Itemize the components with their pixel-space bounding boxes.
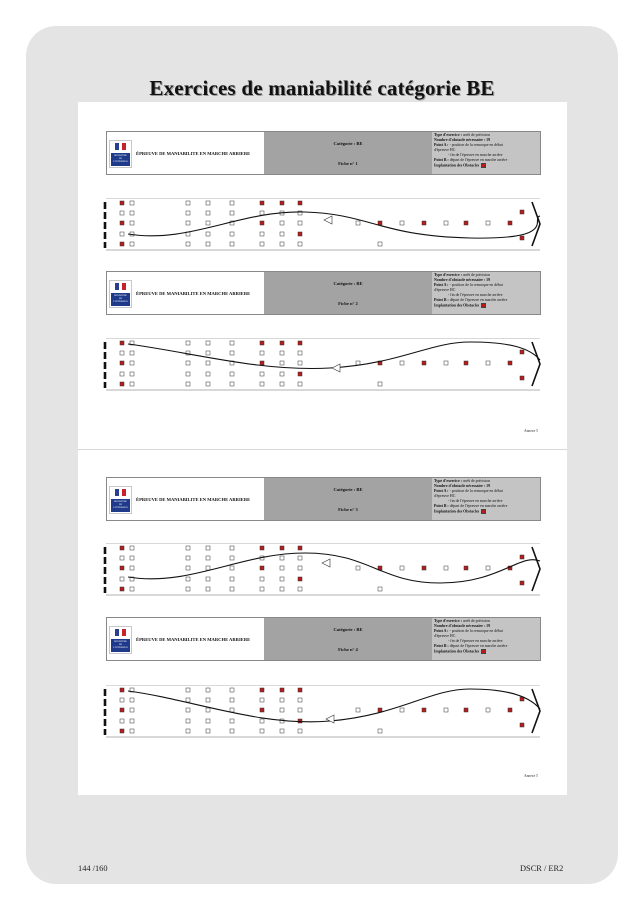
obstacle-marker: [260, 698, 264, 702]
obstacle-marker: [186, 556, 190, 560]
obstacle-marker: [120, 372, 124, 376]
obstacle-marker: [280, 546, 284, 550]
obstacle-marker: [356, 566, 360, 570]
obstacle-marker: [260, 577, 264, 581]
obstacle-marker: [298, 232, 302, 236]
obstacle-marker: [356, 221, 360, 225]
track-diagram-2: [100, 338, 546, 394]
obstacle-marker: [130, 242, 134, 246]
obstacle-marker: [298, 566, 302, 570]
obstacle-legend-icon: [481, 303, 486, 308]
obstacle-marker: [230, 351, 234, 355]
obstacle-marker: [444, 708, 448, 712]
obstacle-marker: [186, 566, 190, 570]
obstacle-marker: [400, 566, 404, 570]
annex-label: Annexe 5: [524, 429, 538, 433]
obstacle-marker: [120, 566, 124, 570]
obstacle-marker: [186, 729, 190, 733]
obstacle-marker: [130, 201, 134, 205]
obstacle-marker: [260, 341, 264, 345]
obstacle-marker: [230, 211, 234, 215]
obstacle-marker: [280, 698, 284, 702]
obstacle-marker: [130, 698, 134, 702]
obstacle-marker: [280, 566, 284, 570]
obstacle-marker: [280, 201, 284, 205]
fiche-info: Type d'exercice : arrêt de précision Nombre d'obstacle nécessaire : 19 Point A : - position de la remorque en début d'épreuve HC - fin de l'épreuve en marche arrière Point B : départ de l'épreuve en marche arrière Implantation des Obstacles: [432, 618, 540, 660]
obstacle-marker: [356, 708, 360, 712]
obstacle-marker: [486, 708, 490, 712]
obstacle-marker: [130, 361, 134, 365]
obstacle-marker: [280, 372, 284, 376]
fiche-header-4: [106, 617, 541, 661]
obstacle-marker: [260, 221, 264, 225]
fiche-number: Fiche n° 1: [338, 161, 358, 166]
fiche-header-2: [106, 271, 541, 315]
obstacle-legend-icon: [481, 163, 486, 168]
obstacle-marker: [298, 577, 302, 581]
obstacle-marker: [230, 688, 234, 692]
obstacle-marker: [206, 566, 210, 570]
document-reference: DSCR / ER2: [520, 864, 564, 873]
fiche-category: Catégorie : BE: [333, 141, 363, 146]
obstacle-marker: [206, 556, 210, 560]
obstacle-marker: [422, 708, 426, 712]
track-diagram-4: [100, 685, 546, 741]
obstacle-marker: [422, 361, 426, 365]
obstacle-marker: [206, 546, 210, 550]
obstacle-marker: [400, 708, 404, 712]
obstacle-marker: [444, 361, 448, 365]
obstacle-marker: [130, 382, 134, 386]
obstacle-marker: [130, 372, 134, 376]
obstacle-marker: [520, 581, 524, 585]
page-title: Exercices de maniabilité catégorie BE: [149, 76, 495, 100]
obstacle-marker: [186, 546, 190, 550]
french-flag-icon: [115, 283, 126, 290]
fiche-title: ÉPREUVE DE MANIABILITE EN MARCHE ARRIERE: [136, 150, 251, 156]
obstacle-marker: [186, 719, 190, 723]
obstacle-marker: [120, 242, 124, 246]
obstacle-marker: [230, 201, 234, 205]
obstacle-marker: [120, 382, 124, 386]
obstacle-marker: [230, 698, 234, 702]
obstacle-marker: [260, 708, 264, 712]
track-diagram-3: [100, 543, 546, 599]
obstacle-marker: [186, 361, 190, 365]
exercise-sheet: [78, 102, 567, 795]
obstacle-marker: [120, 211, 124, 215]
obstacle-marker: [378, 708, 382, 712]
obstacle-marker: [186, 708, 190, 712]
obstacle-marker: [230, 372, 234, 376]
direction-arrow-icon: [322, 559, 330, 567]
page-number: 144 /160: [78, 864, 108, 873]
obstacle-marker: [120, 351, 124, 355]
obstacle-marker: [260, 201, 264, 205]
obstacle-marker: [298, 221, 302, 225]
obstacle-marker: [230, 708, 234, 712]
obstacle-marker: [120, 341, 124, 345]
fiche-number: Fiche n° 2: [338, 301, 358, 306]
obstacle-marker: [280, 587, 284, 591]
obstacle-marker: [130, 587, 134, 591]
obstacle-marker: [298, 729, 302, 733]
end-chevron-icon: [532, 342, 540, 386]
fiche-category: Catégorie : BE: [333, 627, 363, 632]
obstacle-marker: [260, 361, 264, 365]
fiche-title: ÉPREUVE DE MANIABILITE EN MARCHE ARRIERE: [136, 496, 251, 502]
obstacle-marker: [298, 556, 302, 560]
obstacle-marker: [120, 361, 124, 365]
fiche-header-3: [106, 477, 541, 521]
french-flag-icon: [115, 489, 126, 496]
fiche-info: Type d'exercice : arrêt de précision Nombre d'obstacle nécessaire : 19 Point A : - position de la remorque en début d'épreuve HC - fin de l'épreuve en marche arrière Point B : départ de l'épreuve en marche arrière Implantation des Obstacles: [432, 132, 540, 174]
obstacle-marker: [230, 242, 234, 246]
obstacle-marker: [186, 382, 190, 386]
fiche-category: Catégorie : BE: [333, 281, 363, 286]
obstacle-marker: [298, 341, 302, 345]
obstacle-marker: [230, 719, 234, 723]
obstacle-marker: [186, 221, 190, 225]
obstacle-marker: [444, 221, 448, 225]
obstacle-marker: [230, 232, 234, 236]
obstacle-marker: [422, 566, 426, 570]
obstacle-marker: [260, 566, 264, 570]
obstacle-marker: [186, 587, 190, 591]
obstacle-marker: [206, 729, 210, 733]
obstacle-marker: [298, 351, 302, 355]
obstacle-marker: [260, 372, 264, 376]
obstacle-marker: [422, 221, 426, 225]
obstacle-marker: [206, 587, 210, 591]
obstacle-marker: [206, 688, 210, 692]
fiche-title: ÉPREUVE DE MANIABILITE EN MARCHE ARRIERE: [136, 290, 251, 296]
obstacle-marker: [120, 201, 124, 205]
obstacle-marker: [230, 341, 234, 345]
obstacle-marker: [260, 688, 264, 692]
obstacle-marker: [120, 719, 124, 723]
obstacle-marker: [400, 361, 404, 365]
obstacle-marker: [378, 221, 382, 225]
obstacle-marker: [464, 708, 468, 712]
obstacle-marker: [520, 210, 524, 214]
obstacle-marker: [206, 719, 210, 723]
obstacle-marker: [130, 729, 134, 733]
obstacle-marker: [298, 242, 302, 246]
obstacle-marker: [186, 201, 190, 205]
obstacle-marker: [520, 723, 524, 727]
obstacle-marker: [298, 587, 302, 591]
obstacle-marker: [230, 382, 234, 386]
ministry-logo: MINISTÈRE DE L'INTÉRIEUR: [109, 280, 132, 308]
direction-arrow-icon: [326, 715, 334, 723]
obstacle-marker: [298, 719, 302, 723]
obstacle-marker: [230, 729, 234, 733]
obstacle-marker: [186, 242, 190, 246]
obstacle-marker: [230, 546, 234, 550]
ministry-logo: MINISTÈRE DE L'INTÉRIEUR: [109, 626, 132, 654]
obstacle-marker: [444, 566, 448, 570]
obstacle-marker: [280, 382, 284, 386]
obstacle-marker: [298, 201, 302, 205]
obstacle-marker: [280, 577, 284, 581]
obstacle-marker: [298, 546, 302, 550]
obstacle-marker: [280, 688, 284, 692]
fiche-info: Type d'exercice : arrêt de précision Nombre d'obstacle nécessaire : 19 Point A : - position de la remorque en début d'épreuve HC - fin de l'épreuve en marche arrière Point B : départ de l'épreuve en marche arrière Implantation des Obstacles: [432, 272, 540, 314]
obstacle-marker: [486, 221, 490, 225]
obstacle-marker: [186, 372, 190, 376]
ministry-logo: MINISTÈRE DE L'INTÉRIEUR: [109, 140, 132, 168]
fiche-header-1: [106, 131, 541, 175]
end-chevron-icon: [532, 202, 540, 246]
fiche-category-cell: [264, 272, 432, 314]
ministry-logo: MINISTÈRE DE L'INTÉRIEUR: [109, 486, 132, 514]
obstacle-marker: [298, 372, 302, 376]
fiche-category-cell: [264, 478, 432, 520]
obstacle-marker: [260, 729, 264, 733]
obstacle-marker: [298, 361, 302, 365]
obstacle-marker: [120, 688, 124, 692]
obstacle-legend-icon: [481, 649, 486, 654]
obstacle-marker: [520, 555, 524, 559]
obstacle-marker: [130, 211, 134, 215]
obstacle-marker: [378, 587, 382, 591]
fiche-number: Fiche n° 4: [338, 647, 358, 652]
obstacle-marker: [260, 719, 264, 723]
obstacle-marker: [280, 221, 284, 225]
obstacle-marker: [120, 698, 124, 702]
obstacle-marker: [378, 729, 382, 733]
obstacle-marker: [260, 546, 264, 550]
obstacle-marker: [186, 341, 190, 345]
obstacle-marker: [464, 361, 468, 365]
obstacle-marker: [206, 698, 210, 702]
obstacle-marker: [186, 577, 190, 581]
sheet-divider: [78, 449, 567, 450]
obstacle-marker: [260, 382, 264, 386]
obstacle-marker: [280, 232, 284, 236]
obstacle-marker: [230, 566, 234, 570]
obstacle-marker: [120, 232, 124, 236]
obstacle-marker: [378, 242, 382, 246]
obstacle-marker: [130, 351, 134, 355]
obstacle-marker: [356, 361, 360, 365]
fiche-category-cell: [264, 618, 432, 660]
french-flag-icon: [115, 629, 126, 636]
direction-arrow-icon: [332, 364, 340, 372]
obstacle-marker: [280, 361, 284, 365]
obstacle-marker: [520, 236, 524, 240]
obstacle-marker: [508, 708, 512, 712]
obstacle-marker: [206, 201, 210, 205]
obstacle-marker: [186, 211, 190, 215]
fiche-category-cell: [264, 132, 432, 174]
obstacle-marker: [206, 708, 210, 712]
obstacle-marker: [120, 556, 124, 560]
obstacle-marker: [130, 566, 134, 570]
obstacle-marker: [186, 698, 190, 702]
track-diagram-1: [100, 198, 546, 254]
obstacle-marker: [298, 698, 302, 702]
obstacle-marker: [464, 221, 468, 225]
obstacle-marker: [206, 211, 210, 215]
obstacle-marker: [130, 719, 134, 723]
obstacle-marker: [280, 242, 284, 246]
obstacle-marker: [260, 587, 264, 591]
obstacle-marker: [130, 708, 134, 712]
direction-arrow-icon: [324, 216, 332, 224]
obstacle-marker: [260, 242, 264, 246]
obstacle-marker: [206, 221, 210, 225]
end-chevron-icon: [532, 689, 540, 733]
obstacle-marker: [206, 577, 210, 581]
obstacle-marker: [206, 232, 210, 236]
obstacle-marker: [206, 361, 210, 365]
obstacle-marker: [260, 232, 264, 236]
obstacle-marker: [206, 351, 210, 355]
obstacle-legend-icon: [481, 509, 486, 514]
obstacle-marker: [206, 341, 210, 345]
obstacle-marker: [206, 242, 210, 246]
obstacle-marker: [508, 361, 512, 365]
obstacle-marker: [120, 221, 124, 225]
obstacle-marker: [120, 708, 124, 712]
end-chevron-icon: [532, 547, 540, 591]
obstacle-marker: [230, 577, 234, 581]
obstacle-marker: [120, 587, 124, 591]
obstacle-marker: [280, 708, 284, 712]
fiche-title: ÉPREUVE DE MANIABILITE EN MARCHE ARRIERE: [136, 636, 251, 642]
obstacle-marker: [230, 587, 234, 591]
obstacle-marker: [486, 566, 490, 570]
obstacle-marker: [298, 382, 302, 386]
obstacle-marker: [280, 556, 284, 560]
obstacle-marker: [120, 546, 124, 550]
obstacle-marker: [486, 361, 490, 365]
obstacle-marker: [280, 729, 284, 733]
obstacle-marker: [378, 382, 382, 386]
obstacle-marker: [400, 221, 404, 225]
fiche-category: Catégorie : BE: [333, 487, 363, 492]
obstacle-marker: [130, 546, 134, 550]
annex-label: Annexe 5: [524, 774, 538, 778]
obstacle-marker: [508, 221, 512, 225]
obstacle-marker: [280, 341, 284, 345]
obstacle-marker: [206, 372, 210, 376]
obstacle-marker: [130, 556, 134, 560]
obstacle-marker: [186, 688, 190, 692]
obstacle-marker: [120, 729, 124, 733]
obstacle-marker: [130, 221, 134, 225]
obstacle-marker: [464, 566, 468, 570]
obstacle-marker: [206, 382, 210, 386]
obstacle-marker: [280, 351, 284, 355]
obstacle-marker: [120, 577, 124, 581]
obstacle-marker: [260, 211, 264, 215]
obstacle-marker: [230, 556, 234, 560]
french-flag-icon: [115, 143, 126, 150]
obstacle-marker: [298, 708, 302, 712]
obstacle-marker: [520, 350, 524, 354]
obstacle-marker: [520, 376, 524, 380]
fiche-info: Type d'exercice : arrêt de précision Nombre d'obstacle nécessaire : 19 Point A : - position de la remorque en début d'épreuve HC - fin de l'épreuve en marche arrière Point B : départ de l'épreuve en marche arrière Implantation des Obstacles: [432, 478, 540, 520]
obstacle-marker: [260, 351, 264, 355]
fiche-number: Fiche n° 3: [338, 507, 358, 512]
obstacle-marker: [298, 688, 302, 692]
